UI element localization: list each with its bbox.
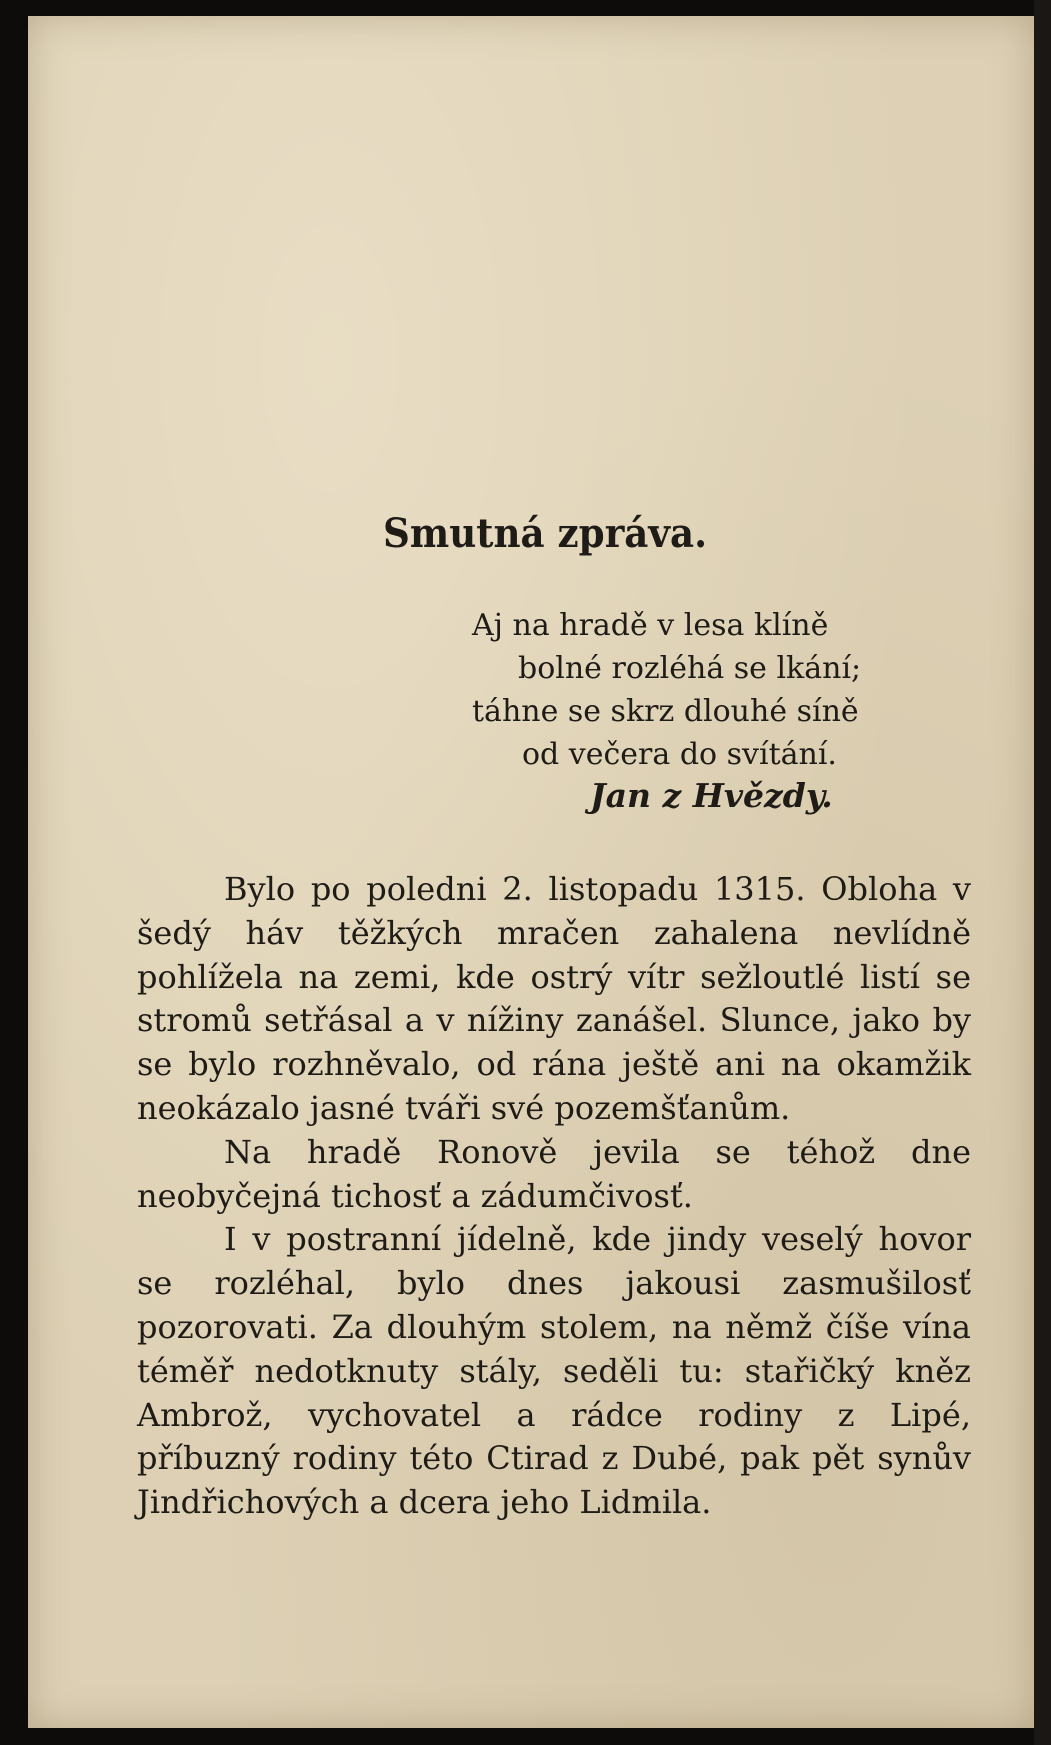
epigraph-line-4: od večera do svítání. xyxy=(522,737,837,772)
epigraph-poem xyxy=(430,604,930,776)
paragraph: Na hradě Ronově jevila se téhož dne neobyčejná tichosť a zádumčivosť. xyxy=(137,1132,971,1215)
epigraph-line-3: táhne se skrz dlouhé síně xyxy=(472,694,859,729)
book-spine-edge xyxy=(1034,0,1051,1745)
epigraph-line-2: bolné rozléhá se lkání; xyxy=(518,651,862,686)
chapter-heading: Smutná zpráva. xyxy=(383,510,708,557)
epigraph-attribution: Jan z Hvězdy. xyxy=(590,776,833,815)
paragraph: I v postranní jídelně, kde jindy veselý hovor se rozléhal, bylo dnes jakousi zasmušilosť pozorovati. Za dlouhým stolem, na němž číše vína téměř nedotknuty stály, seděli tu: stařičký kněz Ambrož, vychovatel a rádce rodiny z Lipé, příbuzný rodiny této Ctirad z Dubé, pak pět synův Jindřichových a dcera jeho Lidmila. xyxy=(137,1220,971,1522)
paragraph: Bylo po poledni 2. listopadu 1315. Obloha v šedý háv těžkých mračen zahalena nevlídně pohlížela na zemi, kde ostrý vítr sežloutlé listí se stromů setřásal a v nížiny zanášel. Slunce, jako by se bylo rozhněvalo, od rána ještě ani na okamžik neokázalo jasné tváři své pozemšťanům. xyxy=(137,870,971,1127)
epigraph-line-1: Aj na hradě v lesa klíně xyxy=(472,608,829,643)
body-text xyxy=(137,868,971,1525)
